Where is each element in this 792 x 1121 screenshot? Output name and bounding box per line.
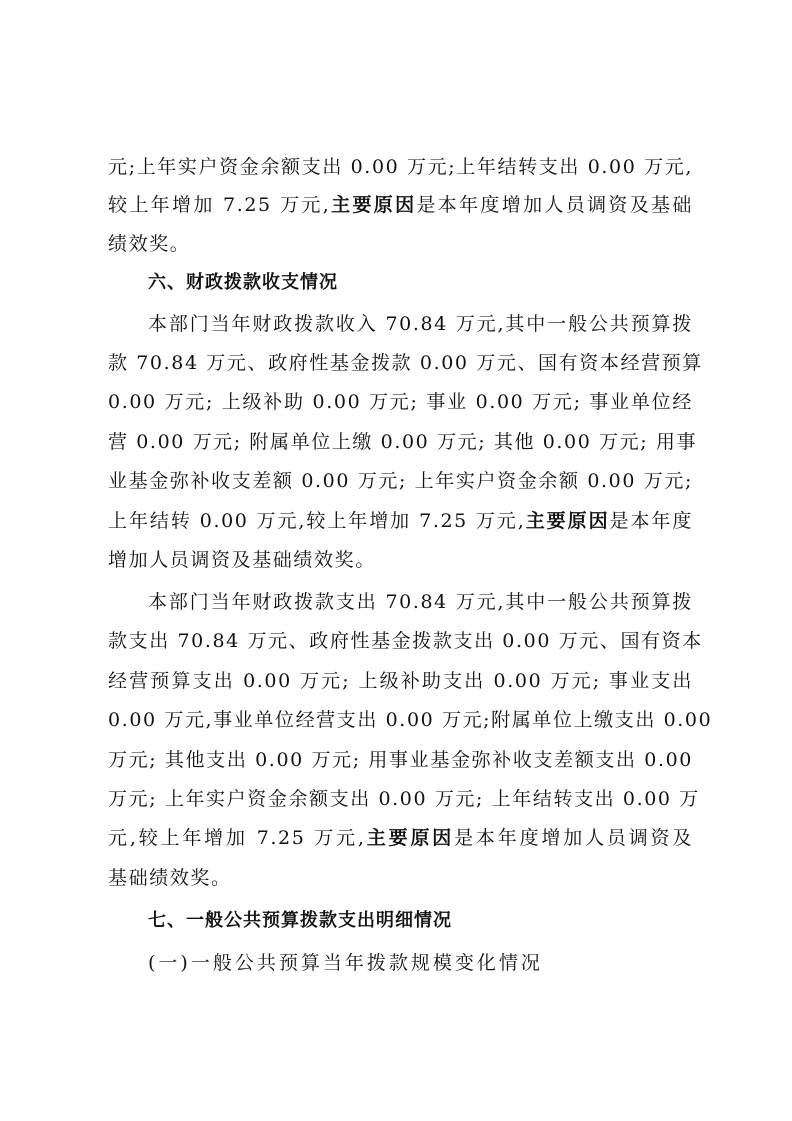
body-text-line [108, 506, 693, 536]
text-fragment: 上年结转 0.00 万元,较上年增加 7.25 万元, [108, 510, 526, 532]
body-text-line: 款 70.84 万元、政府性基金拨款 0.00 万元、国有资本经营预算 [108, 352, 703, 374]
body-text-line: 0.00 万元,事业单位经营支出 0.00 万元;附属单位上缴支出 0.00 [108, 709, 713, 731]
body-text-line: 本部门当年财政拨款收入 70.84 万元,其中一般公共预算拨 [148, 313, 693, 335]
section-heading: 六、财政拨款收支情况 [148, 272, 338, 293]
body-text-line: 款支出 70.84 万元、政府性基金拨款支出 0.00 万元、国有资本 [108, 630, 703, 652]
text-fragment: 元,较上年增加 7.25 万元, [108, 827, 366, 849]
body-text-line: 基础绩效奖。 [108, 867, 232, 889]
body-text-line: 营 0.00 万元; 附属单位上缴 0.00 万元; 其他 0.00 万元; 用事 [108, 431, 698, 453]
text-fragment: 较上年增加 7.25 万元, [108, 194, 331, 216]
body-text-line: 万元; 其他支出 0.00 万元; 用事业基金弥补收支差额支出 0.00 [108, 749, 693, 771]
subsection-heading: (一)一般公共预算当年拨款规模变化情况 [148, 952, 543, 974]
body-text-line: 本部门当年财政拨款支出 70.84 万元,其中一般公共预算拨 [148, 591, 693, 613]
body-text-line: 绩效奖。 [108, 233, 191, 255]
body-text-line: 万元; 上年实户资金余额支出 0.00 万元; 上年结转支出 0.00 万 [108, 788, 700, 810]
section-heading: 七、一般公共预算拨款支出明细情况 [148, 910, 452, 931]
body-text-line [108, 823, 693, 853]
body-text-line [108, 190, 693, 220]
body-text-line: 业基金弥补收支差额 0.00 万元; 上年实户资金余额 0.00 万元; [108, 470, 693, 492]
text-fragment: 是本年度 [609, 510, 693, 532]
body-text-line: 元;上年实户资金余额支出 0.00 万元;上年结转支出 0.00 万元, [108, 156, 693, 178]
text-fragment: 是本年度增加人员调资及基础 [416, 194, 693, 216]
text-fragment: 是本年度增加人员调资及 [454, 827, 693, 849]
bold-phrase: 主要原因 [365, 827, 455, 849]
body-text-line: 经营预算支出 0.00 万元; 上级补助支出 0.00 万元; 事业支出 [108, 670, 693, 692]
bold-phrase: 主要原因 [330, 194, 417, 216]
bold-phrase: 主要原因 [525, 510, 610, 532]
body-text-line: 增加人员调资及基础绩效奖。 [108, 549, 376, 571]
body-text-line: 0.00 万元; 上级补助 0.00 万元; 事业 0.00 万元; 事业单位经 [108, 391, 693, 413]
